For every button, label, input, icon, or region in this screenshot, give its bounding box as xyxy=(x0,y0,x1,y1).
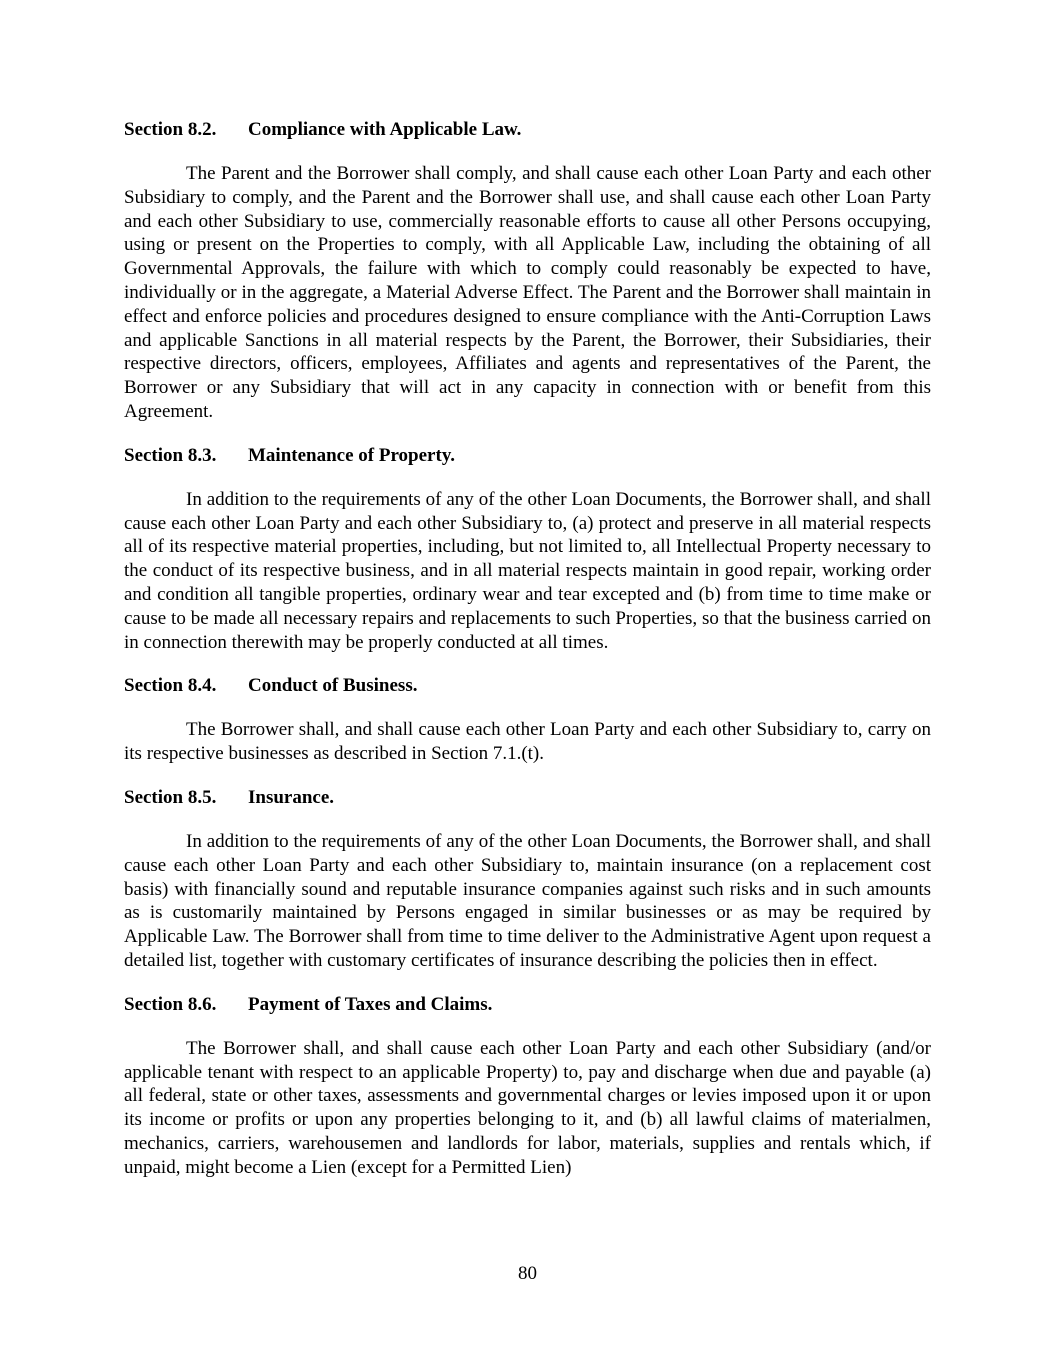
section-body: In addition to the requirements of any of the other Loan Documents, the Borrower shall, and shall cause each other Loan Party and each other Subsidiary to, (a) protect and preserve in all material respects all of its respective material properties, including, but not limited to, all Intellectual Property necessary to the conduct of its respective business, and in all material respects maintain in good repair, working order and condition all tangible properties, ordinary wear and tear excepted and (b) from time to time make or cause to be made all necessary repairs and replacements to such Properties, so that the business carried on in connection therewith may be properly conducted at all times. xyxy=(124,488,931,653)
section-heading xyxy=(124,674,931,698)
section-title: Conduct of Business. xyxy=(248,675,418,697)
page-number: 80 xyxy=(518,1263,537,1284)
section-number: Section 8.3. xyxy=(124,444,217,466)
section-heading xyxy=(124,444,931,468)
section-title: Maintenance of Property. xyxy=(248,444,456,466)
section-8-4 xyxy=(124,674,931,766)
section-8-2 xyxy=(124,118,931,424)
section-8-5 xyxy=(124,786,931,973)
section-heading xyxy=(124,786,931,810)
section-title: Compliance with Applicable Law. xyxy=(248,119,522,140)
section-body: In addition to the requirements of any of the other Loan Documents, the Borrower shall, and shall cause each other Loan Party and each other Subsidiary to, maintain insurance (on a replacement cost basis) with financially sound and reputable insurance companies against such risks and in such amounts as is customarily maintained by Persons engaged in similar businesses or as may be required by Applicable Law. The Borrower shall from time to time deliver to the Administrative Agent upon request a detailed list, together with customary certificates of insurance describing the policies then in effect. xyxy=(124,830,931,971)
section-title: Payment of Taxes and Claims. xyxy=(248,993,493,1015)
section-body: The Borrower shall, and shall cause each other Loan Party and each other Subsidiary (and/or applicable tenant with respect to an applicable Property) to, pay and discharge when due and payable (a) all federal, state or other taxes, assessments and governmental charges or levies imposed upon it or upon its income or profits or upon any properties belonging to it, and (b) all lawful claims of materialmen, mechanics, carriers, warehousemen and landlords for labor, materials, supplies and rentals which, if unpaid, might become a Lien (except for a Permitted Lien) xyxy=(124,1037,931,1178)
section-title: Insurance. xyxy=(248,786,335,808)
section-body: The Borrower shall, and shall cause each other Loan Party and each other Subsidiary to, carry on its respective businesses as described in Section 7.1.(t). xyxy=(124,719,931,765)
section-number: Section 8.2. xyxy=(124,119,217,140)
section-heading xyxy=(124,993,931,1017)
section-heading xyxy=(124,118,931,142)
section-number: Section 8.4. xyxy=(124,675,217,697)
section-8-6 xyxy=(124,993,931,1180)
section-number: Section 8.5. xyxy=(124,786,217,808)
section-8-3 xyxy=(124,444,931,655)
section-number: Section 8.6. xyxy=(124,993,217,1015)
document-page xyxy=(124,118,931,1200)
section-body: The Parent and the Borrower shall comply, and shall cause each other Loan Party and each other Subsidiary to comply, and the Parent and the Borrower shall use, and shall cause each other Loan Party and each other Subsidiary to use, commercially reasonable efforts to cause all other Persons occupying, using or present on the Properties to comply, with all Applicable Law, including the obtaining of all Governmental Approvals, the failure with which to comply could reasonably be expected to have, individually or in the aggregate, a Material Adverse Effect. The Parent and the Borrower shall maintain in effect and enforce policies and procedures designed to ensure compliance with the Anti-Corruption Laws and applicable Sanctions in all material respects by the Parent, the Borrower, their Subsidiaries, their respective directors, officers, employees, Affiliates and agents and representatives of the Parent, the Borrower or any Subsidiary that will act in any capacity in connection with or benefit from this Agreement. xyxy=(124,163,931,422)
